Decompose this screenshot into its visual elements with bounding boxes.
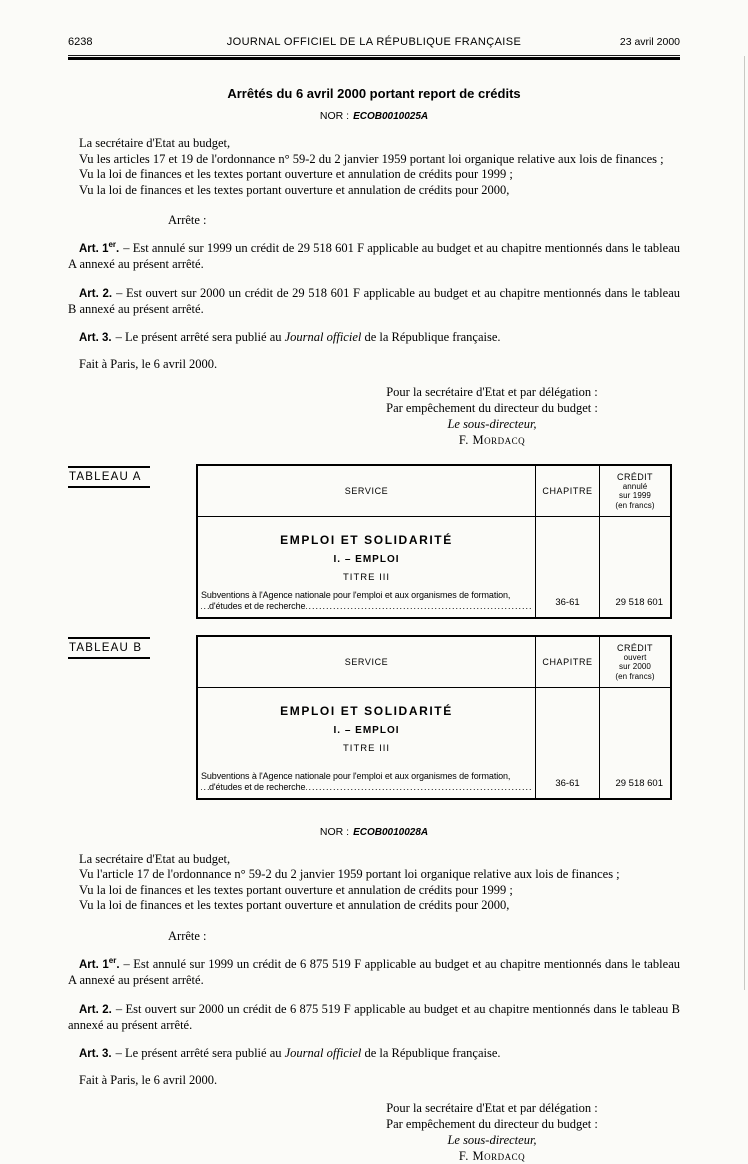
article-text: – Est ouvert sur 2000 un crédit de 6 875 519 F applicable au budget et au chapitre mentionnés dans le tableau B annexé au présent arrêté.: [68, 1001, 680, 1033]
journal-officiel-italic: Journal officiel: [284, 330, 362, 345]
section-heading: I. – EMPLOI: [333, 724, 400, 736]
preamble-line: Vu la loi de finances et les textes portant ouverture et annulation de crédits pour 2000,: [79, 898, 510, 913]
header-rule-thin: [68, 55, 680, 56]
header-rule-thick: [68, 57, 680, 60]
service-cell: [198, 688, 536, 798]
chapitre-cell: 36-61: [536, 688, 600, 798]
tableau-b-label-col: [68, 635, 196, 659]
journal-title: JOURNAL OFFICIEL DE LA RÉPUBLIQUE FRANÇAISE: [226, 36, 522, 48]
article-text: – Est annulé sur 1999 un crédit de 29 518 601 F applicable au budget et au chapitre mentionnés dans le tableau A annexé au présent arrêté.: [68, 240, 680, 272]
signature-name: F. Mordacq: [458, 1148, 526, 1163]
document-title: Arrêtés du 6 avril 2000 portant report de crédits: [227, 86, 521, 101]
tableau-a-zone: [68, 464, 680, 619]
nor-code: ECOB0010025A: [353, 111, 429, 122]
tableau-a-label-col: [68, 464, 196, 488]
tableau-a: [196, 464, 672, 619]
tableau-a-header: [198, 466, 670, 517]
preamble-1: [68, 136, 680, 198]
titre-heading: TITRE III: [343, 571, 390, 583]
article-1-1: [68, 237, 680, 273]
preamble-line: La secrétaire d'Etat au budget,: [79, 136, 231, 150]
article-label: Art. 2.: [79, 1003, 112, 1016]
tableau-a-label: TABLEAU A: [68, 466, 150, 488]
nor-code: ECOB0010028A: [353, 826, 429, 838]
credit-cell: 29 518 601: [615, 596, 663, 608]
article-2-1: [68, 953, 680, 989]
preamble-line: Vu la loi de finances et les textes portant ouverture et annulation de crédits pour 1999 ;: [79, 167, 513, 181]
tableau-b-label: TABLEAU B: [68, 637, 150, 659]
tableau-b-zone: [68, 635, 680, 800]
preamble-line: Vu l'article 17 de l'ordonnance n° 59-2 du 2 janvier 1959 portant loi organique relative aux lois de finances ;: [79, 867, 620, 882]
article-text: – Est ouvert sur 2000 un crédit de 29 518 601 F applicable au budget et au chapitre mentionnés dans le tableau B annexé au présent arrêté.: [68, 285, 680, 317]
running-head: [68, 36, 680, 48]
signature-function: Le sous-directeur,: [447, 1132, 537, 1147]
nor-label: NOR :: [319, 825, 350, 838]
article-label: Art. 3.: [79, 332, 112, 345]
signature-line: Pour la secrétaire d'Etat et par délégation :: [386, 1100, 598, 1115]
service-cell: [198, 517, 536, 617]
tableau-b-header: [198, 637, 670, 688]
signature-block-2: [332, 1100, 652, 1164]
article-label: Art. 3.: [79, 1048, 112, 1061]
col-chapitre-header: CHAPITRE: [536, 466, 600, 516]
col-service-header: SERVICE: [198, 466, 536, 516]
preamble-line: La secrétaire d'Etat au budget,: [79, 851, 231, 866]
tableau-a-body: [198, 517, 670, 617]
tableau-b-body: [198, 688, 670, 798]
titre-heading: TITRE III: [343, 742, 390, 754]
preamble-line: Vu les articles 17 et 19 de l'ordonnance n° 59-2 du 2 janvier 1959 portant loi organique relative aux lois de finances ;: [79, 151, 664, 166]
col-chapitre-header: CHAPITRE: [536, 637, 600, 687]
article-label: Art. 1er.: [79, 955, 120, 971]
preamble-line: Vu la loi de finances et les textes portant ouverture et annulation de crédits pour 1999 ;: [79, 882, 513, 897]
arrete-word-2: Arrête :: [168, 928, 207, 943]
ministry-heading: EMPLOI ET SOLIDARITÉ: [280, 532, 453, 547]
col-credit-header: CRÉDIT ouvert sur 2000 (en francs): [615, 642, 655, 681]
section-heading: I. – EMPLOI: [333, 553, 400, 565]
issue-date: 23 avril 2000: [619, 36, 680, 48]
preamble-2: [68, 852, 680, 914]
ministry-heading: EMPLOI ET SOLIDARITÉ: [280, 703, 453, 718]
chapitre-cell: 36-61: [536, 517, 600, 617]
page-number: 6238: [68, 36, 93, 48]
article-1-3: [68, 327, 680, 347]
signature-line: Par empêchement du directeur du budget :: [386, 1116, 598, 1131]
signature-function: Le sous-directeur,: [447, 416, 537, 431]
article-label: Art. 2.: [79, 287, 113, 300]
date-place-line-2: Fait à Paris, le 6 avril 2000.: [79, 1072, 218, 1087]
signature-line: Par empêchement du directeur du budget :: [386, 400, 598, 415]
col-credit-header: CRÉDIT annulé sur 1999 (en francs): [615, 471, 655, 510]
article-text: – Le présent arrêté sera publié au Journal officiel de la République française.: [115, 1046, 501, 1061]
col-service-header: SERVICE: [198, 637, 536, 687]
article-2-2: [68, 998, 680, 1034]
service-row-text: Subventions à l'Agence nationale pour l'emploi et aux organismes de formation, d'études et de recherche .....: [201, 771, 532, 793]
article-1-2: [68, 282, 680, 318]
tableau-b: [196, 635, 672, 800]
journal-officiel-italic: Journal officiel: [284, 1046, 362, 1061]
article-2-3: [68, 1043, 680, 1063]
credit-cell: 29 518 601: [615, 777, 663, 789]
nor-line-2: [68, 826, 680, 838]
date-place-line-1: Fait à Paris, le 6 avril 2000.: [79, 356, 218, 371]
service-row-text: Subventions à l'Agence nationale pour l'emploi et aux organismes de formation, d'études et de recherche .....: [201, 590, 532, 612]
article-text: – Est annulé sur 1999 un crédit de 6 875 519 F applicable au budget et au chapitre mentionnés dans le tableau A annexé au présent arrêté.: [68, 956, 680, 988]
signature-block-1: [332, 384, 652, 448]
nor-line-1: [68, 110, 680, 122]
nor-label: NOR :: [319, 110, 350, 122]
article-label: Art. 1er.: [79, 240, 120, 255]
preamble-line: Vu la loi de finances et les textes portant ouverture et annulation de crédits pour 2000,: [79, 182, 510, 197]
signature-name: F. Mordacq: [458, 432, 526, 447]
scan-edge-artifact: [744, 56, 745, 990]
arrete-word-1: Arrête :: [168, 213, 207, 227]
article-text: – Le présent arrêté sera publié au Journal officiel de la République française.: [115, 330, 501, 345]
signature-line: Pour la secrétaire d'Etat et par délégation :: [386, 384, 598, 399]
